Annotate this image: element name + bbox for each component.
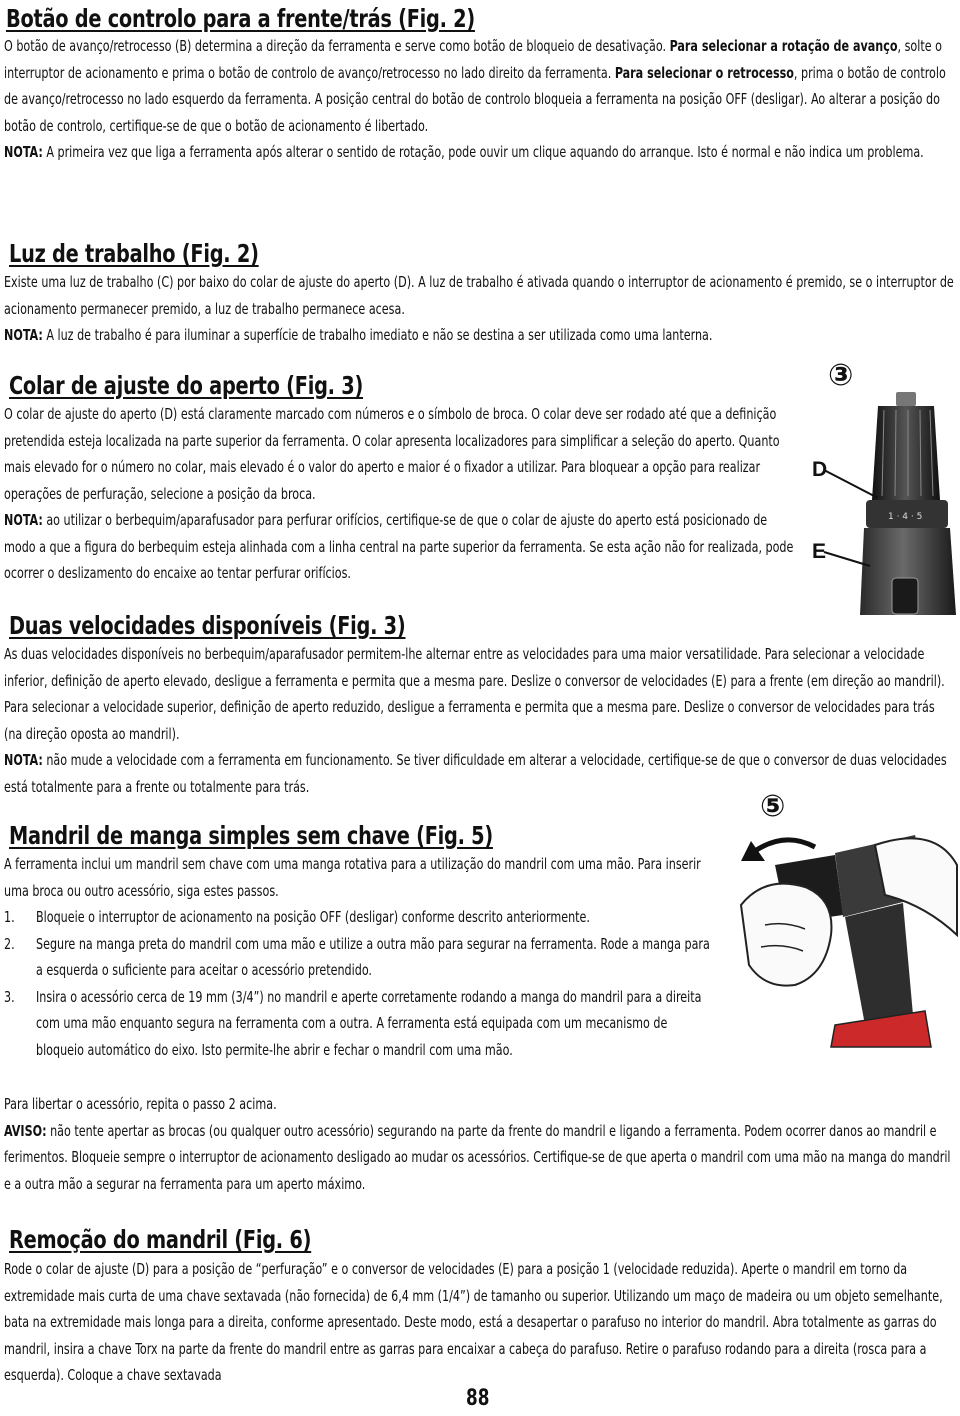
hand-chuck-figure [735, 825, 960, 1050]
section-two-speeds-body [4, 641, 960, 800]
page-number: 88 [466, 1386, 490, 1411]
figure-label-d: D [812, 458, 828, 481]
paragraph: As duas velocidades disponíveis no berbequim/aparafusador permitem-lhe alternar entre as velocidades para uma maior versatilidade. Para selecionar a velocidade inferior, definição de aperto elevado, desligue a ferramenta e permita que a mesma pare. Deslize o conversor de velocidades (E) para a frente (em direção ao mandril). Para selecionar a velocidade superior, definição de aperto reduzido, desligue a ferramenta e permita que a mesma pare. Deslize o conversor de velocidades para trás (na direção oposta ao mandril). [4, 645, 945, 743]
section-title: Remoção do mandril (Fig. 6) [9, 1225, 312, 1254]
section-title: Botão de controlo para a frente/trás (Fig. 2) [6, 4, 475, 33]
paragraph: Para libertar o acessório, repita o passo 2 acima. [4, 1095, 277, 1113]
list-item: 1. Bloqueie o interruptor de acionamento na posição OFF (desligar) conforme descrito anteriormente. [4, 908, 590, 926]
paragraph: O colar de ajuste do aperto (D) está claramente marcado com números e o símbolo de broca. O colar deve ser rodado até que a definição pretendida esteja localizada na parte superior da ferramenta. O colar apresenta localizadores para simplificar a seleção do aperto. Quanto mais elevado for o número no colar, mais elevado é o valor do aperto e maior é o fixador a utilizar. Para bloquear a opção para realizar operações de perfuração, selecione a posição da broca. [4, 405, 780, 503]
warning-paragraph: AVISO: não tente apertar as brocas (ou qualquer outro acessório) segurando na parte da frente do mandril e ligando a ferramenta. Podem ocorrer danos ao mandril e ferimentos. Bloqueie sempre o interruptor de acionamento desligado ao mudar os acessórios. Certifique-se de que aperta o mandril com uma mão na manga do mandril e a outra mão a segurar na ferramenta para um aperto máximo. [4, 1121, 951, 1193]
note-label: NOTA: [4, 326, 43, 344]
note-paragraph: NOTA: não mude a velocidade com a ferramenta em funcionamento. Se tiver dificuldade em alterar a velocidade, certifique-se de que o conversor de duas velocidades está totalmente para a frente ou totalmente para trás. [4, 751, 947, 796]
paragraph: A ferramenta inclui um mandril sem chave com uma manga rotativa para a utilização do mandril com uma mão. Para inserir uma broca ou outro acessório, siga estes passos. [4, 855, 701, 900]
section-forward-reverse [6, 4, 551, 34]
warning-label: AVISO: [4, 1121, 47, 1140]
note-label: NOTA: [4, 511, 43, 529]
section-chuck-removal [9, 1225, 360, 1255]
note-label: NOTA: [4, 143, 43, 161]
section-two-speeds [9, 611, 470, 641]
steps-list [4, 904, 716, 1063]
note-paragraph: NOTA: ao utilizar o berbequim/aparafusador para perfurar orifícios, certifique-se de que o colar de ajuste do aperto está posicionado de modo a que a figura do berbequim esteja alinhada com a linha central na parte superior da ferramenta. Se esta ação não for realizada, pode ocorrer o deslizamento do encaixe ao tentar perfurar orifícios. [4, 511, 794, 582]
section-forward-reverse-body [4, 33, 960, 166]
section-title: Colar de ajuste do aperto (Fig. 3) [9, 371, 364, 400]
note-label: NOTA: [4, 751, 43, 769]
section-keyless-chuck-body-2 [4, 1091, 960, 1197]
figure-5-number: ⑤ [760, 789, 786, 824]
paragraph: Rode o colar de ajuste (D) para a posição de “perfuração” e o conversor de velocidades (E) para a posição 1 (velocidade reduzida). Aperte o mandril em torno da extremidade mais curta de uma chave sextavada (não fornecida) de 6,4 mm (1/4”) de tamanho ou superior. Utilizando um maço de madeira ou um objeto semelhante, bata na extremidade mais longa para a direita, conforme apresentado. Deste modo, está a desapertar o parafuso no interior do mandril. Abra totalmente as garras do mandril, insira a chave Torx na parte da frente do mandril entre as garras para encaixar a cabeça do parafuso. Retire o parafuso rodando para a direita (rosca para a esquerda). Coloque a chave sextavada [4, 1260, 943, 1384]
section-keyless-chuck [9, 821, 572, 851]
paragraph: Existe uma luz de trabalho (C) por baixo do colar de ajuste do aperto (D). A luz de trabalho é ativada quando o interruptor de acionamento é premido, se o interruptor de acionamento permanecer premido, a luz de trabalho permanece acesa. [4, 273, 954, 318]
section-title: Luz de trabalho (Fig. 2) [9, 239, 259, 268]
section-title: Duas velocidades disponíveis (Fig. 3) [9, 611, 406, 640]
collar-marks: 1 · 4 · 5 [888, 512, 923, 522]
figure-label-e: E [812, 540, 827, 563]
note-paragraph: NOTA: A luz de trabalho é para iluminar a superfície de trabalho imediato e não se destina a ser utilizada como uma lanterna. [4, 326, 713, 344]
list-item: 2. Segure na manga preta do mandril com uma mão e utilize a outra mão para segurar na ferramenta. Rode a manga para a esquerda o suficiente para aceitar o acessório pretendido. [4, 934, 710, 979]
section-work-light [9, 239, 299, 269]
note-paragraph: NOTA: A primeira vez que liga a ferramenta após alterar o sentido de rotação, pode ouvir um clique aquando do arranque. Isto é normal e não indica um problema. [4, 143, 924, 161]
paragraph: O botão de avanço/retrocesso (B) determina a direção da ferramenta e serve como botão de bloqueio de desativação. Para selecionar a rotação de avanço, solte o interruptor de acionamento e prima o botão de controlo de avanço/retrocesso no lado direito da ferramenta. Para selecionar o retrocesso, prima o botão de controlo de avanço/retrocesso no lado esquerdo da ferramenta. A posição central do botão de controlo bloqueia a ferramenta na posição OFF (desligar). Ao alterar a posição do botão de controlo, certifique-se de que o botão de acionamento é libertado. [4, 37, 946, 135]
section-title: Mandril de manga simples sem chave (Fig. 5) [9, 821, 493, 850]
drill-chuck-figure [800, 390, 960, 615]
list-item: 3. Insira o acessório cerca de 19 mm (3/4”) no mandril e aperte corretamente rodando a manga do mandril para a direita com uma mão enquanto segura na ferramenta com a outra. A ferramenta está equipada com um mecanismo de bloqueio automático do eixo. Isto permite-lhe abrir e fechar o mandril com uma mão. [4, 987, 702, 1059]
section-work-light-body [4, 269, 960, 349]
figure-3-number: ③ [828, 358, 854, 393]
section-torque-collar [9, 371, 421, 401]
section-chuck-removal-body [4, 1256, 960, 1389]
